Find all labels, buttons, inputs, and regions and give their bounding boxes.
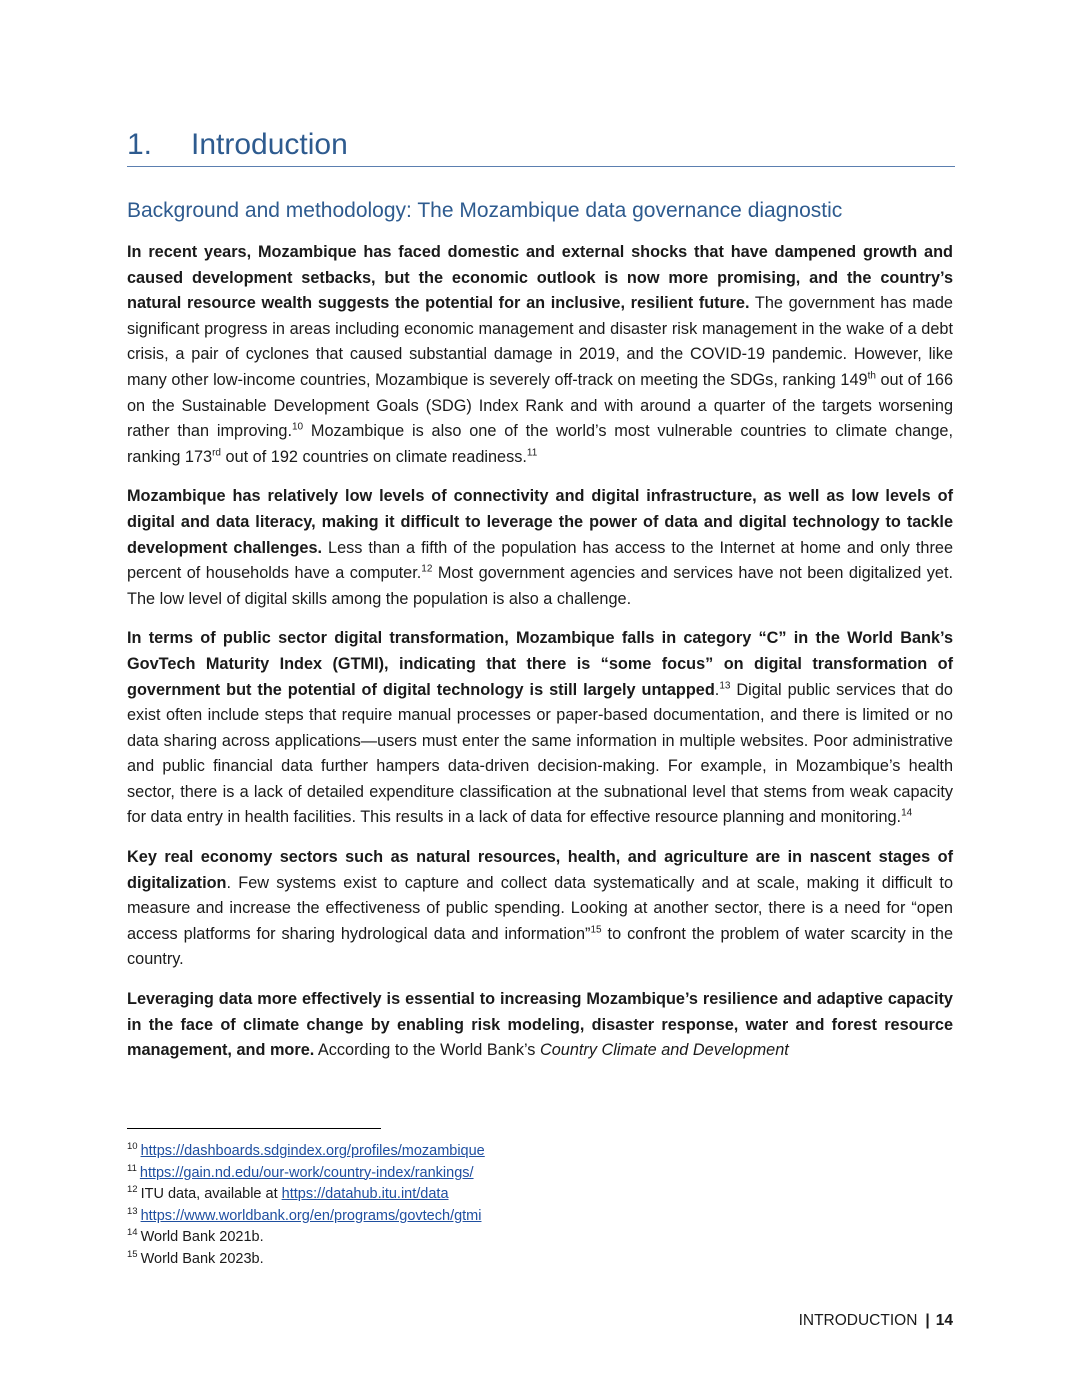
ordinal-suffix: th xyxy=(867,370,876,382)
footnote-ref-12[interactable]: 12 xyxy=(421,563,433,575)
paragraph-5 xyxy=(127,987,953,1064)
paragraph-1-text: Mozambique is also one of the world’s most vulnerable countries to climate change, ranking 173 xyxy=(127,422,953,466)
paragraph-2-text: Less than a fifth of the population has access to the Internet at home and only three percent of households have a computer. xyxy=(127,538,953,583)
footnote-link[interactable]: https://gain.nd.edu/our-work/country-index/rankings/ xyxy=(139,1164,474,1181)
footnote-ref-11[interactable]: 11 xyxy=(526,447,538,459)
document-page xyxy=(127,0,953,1398)
footnote-15 xyxy=(127,1249,485,1271)
paragraph-4-text: to confront the problem of water scarcity in the country. xyxy=(127,924,953,969)
report-title: Country Climate and Development xyxy=(539,1041,789,1060)
footer-separator: | xyxy=(925,1312,930,1329)
section-number: 1. xyxy=(127,128,153,161)
footnote-text: World Bank 2021b. xyxy=(140,1229,264,1245)
footnote-number: 11 xyxy=(127,1162,137,1174)
paragraph-5-lead: Leveraging data more effectively is essential to increasing Mozambique’s resilience and adaptive capacity in the face of climate change by enabling risk modeling, disaster response, water and forest resource management, and more. xyxy=(127,990,953,1060)
footnote-text: ITU data, available at xyxy=(140,1186,282,1202)
page-number: 14 xyxy=(935,1312,953,1329)
paragraph-1-text: The government has made significant progress in areas including economic management and disaster risk management in the wake of a debt crisis, a pair of cyclones that caused substantial damage in 2019, and the COVID-19 pandemic. However, like many other low-income countries, Mozambique is severely off-track on meeting the SDGs, ranking 149 xyxy=(127,294,953,389)
footnote-number: 14 xyxy=(127,1227,138,1239)
footnote-12 xyxy=(127,1184,485,1206)
footnote-number: 15 xyxy=(127,1248,138,1260)
footnote-number: 13 xyxy=(127,1205,138,1217)
footnote-13 xyxy=(127,1206,485,1228)
footnote-ref-10[interactable]: 10 xyxy=(291,421,304,433)
paragraph-4-lead: Key real economy sectors such as natural resources, health, and agriculture are in nascent stages of digitalization xyxy=(127,848,953,892)
paragraph-2-lead: Mozambique has relatively low levels of connectivity and digital infrastructure, as well as low levels of digital and data literacy, making it difficult to leverage the power of data and digital technology to tackle development challenges. xyxy=(127,487,953,557)
footnote-link[interactable]: https://datahub.itu.int/data xyxy=(281,1186,449,1202)
subsection-heading: Background and methodology: The Mozambique data governance diagnostic xyxy=(127,199,843,222)
ordinal-suffix: rd xyxy=(212,447,221,459)
paragraph-3-text: Digital public services that do exist often include steps that require manual processes or paper-based documentation, and there is limited or no data sharing across applications—users must enter the same information in multiple websites. Poor administrative and public financial data further hampers data-driven decision-making. For example, in Mozambique’s health sector, there is a lack of detailed expenditure classification at the subnational level that stems from weak capacity for data entry in health facilities. This results in a lack of data for effective resource planning and monitoring. xyxy=(127,680,953,827)
paragraph-2-text: Most government agencies and services have not been digitalized yet. The low level of digital skills among the population is also a challenge. xyxy=(127,564,953,608)
paragraph-1-text: out of 166 on the Sustainable Development Goals (SDG) Index Rank and with around a quarter of the targets worsening rather than improving. xyxy=(127,370,953,441)
body-text xyxy=(127,240,953,1078)
footnote-number: 10 xyxy=(127,1141,138,1153)
footnote-text: World Bank 2023b. xyxy=(140,1250,264,1267)
paragraph-3-lead: In terms of public sector digital transformation, Mozambique falls in category “C” in the World Bank’s GovTech Maturity Index (GTMI), indicating that there is “some focus” on digital transformation of government but the potential of digital technology is still largely untapped xyxy=(127,629,953,699)
footnote-ref-15[interactable]: 15 xyxy=(590,924,602,936)
paragraph-1-text: out of 192 countries on climate readiness. xyxy=(221,447,527,466)
footnote-number: 12 xyxy=(127,1184,138,1196)
footnote-11 xyxy=(127,1163,485,1185)
paragraph-3 xyxy=(127,626,953,831)
footnote-link[interactable]: https://dashboards.sdgindex.org/profiles/mozambique xyxy=(140,1143,485,1159)
paragraph-1 xyxy=(127,240,953,470)
footnote-ref-13[interactable]: 13 xyxy=(719,680,731,692)
footnote-ref-14[interactable]: 14 xyxy=(901,808,913,820)
footnote-link[interactable]: https://www.worldbank.org/en/programs/govtech/gtmi xyxy=(140,1207,482,1224)
footnote-14 xyxy=(127,1227,485,1249)
paragraph-4-text: . Few systems exist to capture and collect data systematically and at scale, making it difficult to measure and increase the effectiveness of public spending. Looking at another sector, there is a need for “open access platforms for sharing hydrological data and information” xyxy=(127,873,953,943)
footnote-divider xyxy=(127,1128,381,1129)
paragraph-4 xyxy=(127,845,953,973)
page-footer xyxy=(799,1312,953,1330)
paragraph-1-lead: In recent years, Mozambique has faced domestic and external shocks that have dampened growth and caused development setbacks, but the economic outlook is now more promising, and the country’s natural resource wealth suggests the potential for an inclusive, resilient future. xyxy=(127,243,953,313)
paragraph-5-text: According to the World Bank’s xyxy=(314,1041,540,1060)
footnote-10 xyxy=(127,1141,485,1163)
footer-section-name: INTRODUCTION xyxy=(798,1312,918,1329)
paragraph-3-text: . xyxy=(714,680,720,699)
section-title: Introduction xyxy=(191,128,348,161)
section-heading xyxy=(127,128,955,167)
footnotes xyxy=(127,1141,485,1270)
paragraph-2 xyxy=(127,484,953,612)
